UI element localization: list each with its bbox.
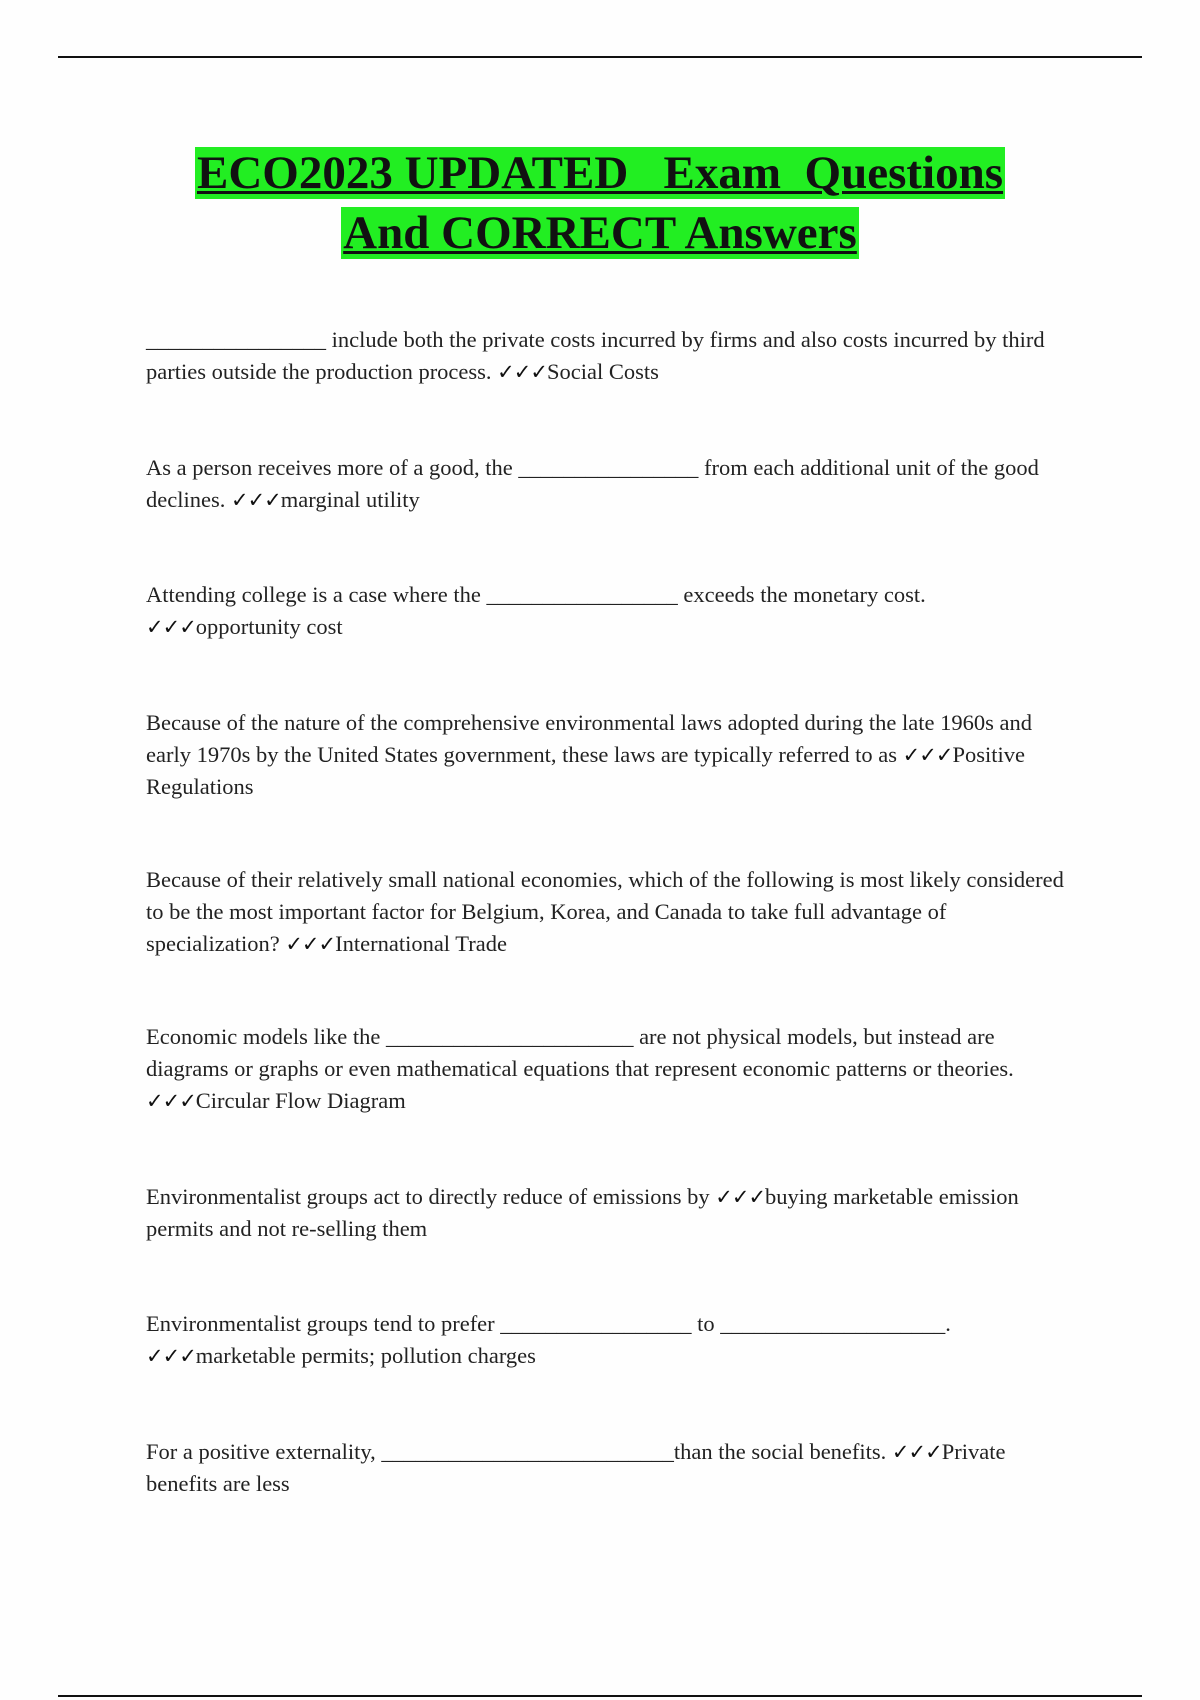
check-marks-icon: ✓✓✓ [230,488,281,512]
check-marks-icon: ✓✓✓ [146,1344,196,1368]
question-text: Because of the nature of the comprehensive environmental laws adopted during the late 1960s and early 1970s by the United States government, these laws are typically referred to as [146,710,1032,767]
question-text: Attending college is a case where the _________________ exceeds the monetary cost. [146,582,926,607]
answer-text: Private benefits are less [146,1439,1006,1496]
answer-text: Positive Regulations [146,742,1025,799]
question-item [146,1436,1066,1500]
question-text: As a person receives more of a good, the ________________ from each additional unit of the good declines. [146,455,1039,512]
document-title [60,143,1140,263]
question-item [146,864,1066,960]
answer-text: marginal utility [280,487,420,512]
check-marks-icon: ✓✓✓ [497,360,547,384]
question-item [146,579,1066,643]
question-item [146,324,1066,388]
question-text: Economic models like the ______________________ are not physical models, but instead are diagrams or graphs or even mathematical equations that represent economic patterns or theories. [146,1024,1014,1081]
check-marks-icon: ✓✓✓ [146,615,196,639]
question-item [146,1308,1066,1372]
check-marks-icon: ✓✓✓ [146,1089,196,1113]
question-item [146,1181,1066,1245]
question-item [146,452,1066,516]
answer-text: opportunity cost [195,614,343,639]
question-text: ________________ include both the private costs incurred by firms and also costs incurred by third parties outside the production process. [146,327,1045,384]
question-item [146,1021,1066,1117]
check-marks-icon: ✓✓✓ [891,1440,942,1464]
check-marks-icon: ✓✓✓ [715,1185,766,1209]
title-line-1: ECO2023 UPDATED Exam Questions [196,147,1004,199]
title-line-2: And CORRECT Answers [343,207,857,259]
answer-text: Social Costs [546,359,659,384]
question-text: Environmentalist groups tend to prefer _________________ to ____________________. [146,1311,951,1336]
bottom-rule [58,1695,1142,1697]
answer-text: marketable permits; pollution charges [195,1343,536,1368]
question-text: Environmentalist groups act to directly reduce of emissions by [146,1184,710,1209]
check-marks-icon: ✓✓✓ [902,743,953,767]
answer-text: International Trade [335,931,507,956]
question-item [146,707,1066,803]
question-text: Because of their relatively small national economies, which of the following is most likely considered to be the most important factor for Belgium, Korea, and Canada to take full advantage of specialization? [146,867,1064,956]
check-marks-icon: ✓✓✓ [285,932,336,956]
top-rule [58,56,1142,58]
answer-text: buying marketable emission permits and not re-selling them [146,1184,1019,1241]
answer-text: Circular Flow Diagram [195,1088,406,1113]
question-text: For a positive externality, __________________________than the social benefits. [146,1439,887,1464]
